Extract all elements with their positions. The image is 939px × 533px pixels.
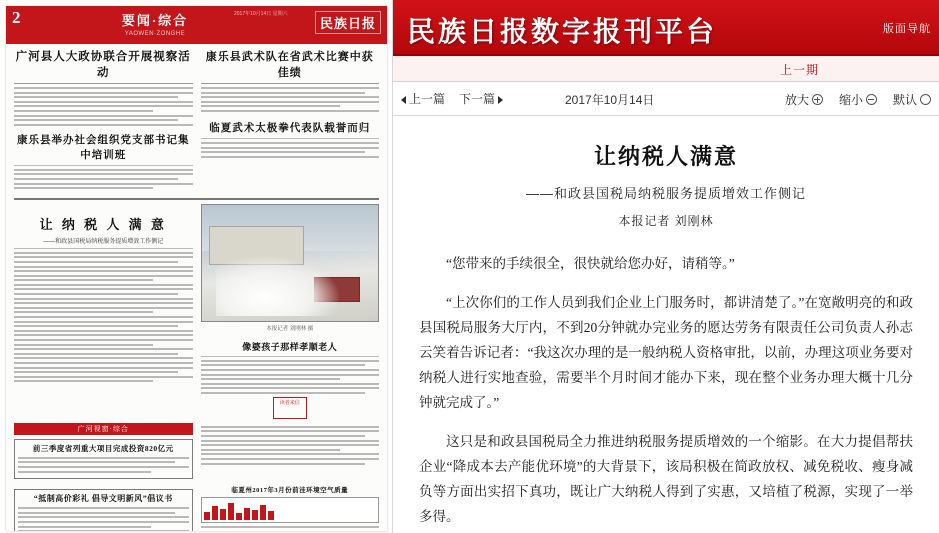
headline-10[interactable]: 临夏州2017年3月份前洼环境空气质量 xyxy=(231,487,349,495)
newspaper-body xyxy=(6,44,387,531)
triangle-right-icon xyxy=(498,96,503,104)
triangle-left-icon xyxy=(401,96,406,104)
newspaper-page-pane[interactable] xyxy=(0,0,393,533)
plus-circle-icon xyxy=(812,94,823,105)
headline-8[interactable]: 前三季度省列重大项目完成投资820亿元 xyxy=(32,443,174,453)
issue-date: 2017年10月14日 xyxy=(565,93,655,107)
top-headline-row xyxy=(14,48,379,192)
bottom-right-column xyxy=(201,485,380,531)
newspaper-sheet[interactable] xyxy=(6,6,387,531)
next-article-button[interactable] xyxy=(459,90,503,107)
prev-issue-link[interactable]: 上一期 xyxy=(779,63,819,77)
divider xyxy=(201,138,380,139)
body-text-block xyxy=(18,457,189,473)
zoom-default-label: 默认 xyxy=(892,93,917,107)
zoom-in-button[interactable] xyxy=(785,91,823,108)
divider xyxy=(14,165,193,166)
section-header xyxy=(80,10,230,37)
issue-subbar xyxy=(393,56,939,82)
lower-row xyxy=(14,423,379,479)
section-pinyin: YAOWEN·ZONGHE xyxy=(124,31,186,37)
site-header xyxy=(393,0,939,56)
zoom-out-label: 缩小 xyxy=(838,93,863,107)
feature-headline[interactable]: 让 纳 税 人 满 意 xyxy=(39,216,167,232)
notice-box[interactable] xyxy=(14,489,193,531)
page-nav-link[interactable]: 版面导航 xyxy=(883,23,931,35)
divider xyxy=(14,83,193,84)
body-text-block xyxy=(18,507,189,531)
headline-1[interactable]: 广河县人大政协联合开展视察活动 xyxy=(15,51,191,79)
divider xyxy=(201,356,380,357)
feature-subheadline: ——和政县国税局纳税服务提质增效工作侧记 xyxy=(43,238,164,245)
lower-left-column xyxy=(14,423,193,479)
section-title: 要闻·综合 xyxy=(121,13,189,28)
news-photo[interactable] xyxy=(201,204,380,322)
divider xyxy=(201,83,380,84)
body-text-block xyxy=(14,252,193,383)
photo-caption: 本报记者 刘刚林 摄 xyxy=(266,325,314,332)
headline-4[interactable]: 临夏武术太极拳代表队载誉而归 xyxy=(209,122,371,134)
lower-right-column xyxy=(201,423,380,479)
headline-7[interactable]: 像婆孩子那样孝顺老人 xyxy=(242,341,338,352)
bottom-row xyxy=(14,485,379,531)
zoom-default-button[interactable] xyxy=(893,91,931,108)
zoom-controls xyxy=(785,91,931,108)
article-content xyxy=(393,116,939,533)
newspaper-masthead xyxy=(6,6,387,44)
air-quality-chart xyxy=(201,497,380,523)
body-text-block xyxy=(201,87,380,112)
column-left-top xyxy=(14,48,193,192)
prev-article-button[interactable] xyxy=(401,90,445,107)
reader-pane xyxy=(393,0,939,533)
headline-2[interactable]: 康乐县武术队在省武术比赛中获佳绩 xyxy=(205,51,374,79)
masthead-logo: 民族日报 xyxy=(315,11,381,34)
headline-3[interactable]: 康乐县举办社会组织党支部书记集中培训班 xyxy=(17,134,190,161)
boxed-article[interactable] xyxy=(14,439,193,479)
article-paragraph: 这只是和政县国税局全力推进纳税服务提质增效的一个缩影。在大力提倡帮扶企业“降成本去产能优环境”的大背景下，该局积极在简政放权、减免税收、瘦身减负等方面出实招下真功，既让广大纳税人得到了实惠，又培植了税源，实现了一举多得。 xyxy=(419,434,913,524)
circle-icon xyxy=(920,94,931,105)
next-article-label: 下一篇 xyxy=(459,92,496,106)
section-band: 广河视窗·综合 xyxy=(14,423,193,435)
minus-circle-icon xyxy=(866,94,877,105)
divider xyxy=(14,198,379,200)
prev-article-label: 上一篇 xyxy=(409,92,446,106)
reader-letter-seal: 读者来信 xyxy=(273,397,307,419)
feature-row xyxy=(14,204,379,419)
article-toolbar xyxy=(393,82,939,116)
article-nav-group xyxy=(401,90,503,107)
divider xyxy=(14,248,193,249)
page-number: 2 xyxy=(12,8,21,27)
zoom-out-button[interactable] xyxy=(839,91,877,108)
body-text-block xyxy=(201,426,380,465)
body-text-block xyxy=(201,526,380,531)
zoom-in-label: 放大 xyxy=(784,93,809,107)
article-subtitle: ——和政县国税局纳税服务提质增效工作侧记 xyxy=(525,186,806,201)
issue-line: 2017年10月14日 星期六 xyxy=(234,11,288,17)
article-paragraph: “您带来的手续很全，很快就给您办好，请稍等。” xyxy=(446,256,735,271)
article-body xyxy=(419,251,913,529)
feature-text-column xyxy=(14,204,193,419)
article-title: 让纳税人满意 xyxy=(593,144,738,169)
article-paragraph: “上次你们的工作人员到我们企业上门服务时，都讲清楚了。”在宽敞明亮的和政县国税局服务大厅内，不到20分钟就办完业务的愿达劳务有限责任公司负责人孙志云笑着告诉记者：“我这次办理的是一般纳税人资格审批，以前，办理这项业务要对纳税人进行实地查验，需要半个月时间才能办下来，现在整个业务办理大概十几分钟就完成了。” xyxy=(419,295,913,410)
bottom-left-column xyxy=(14,485,193,531)
feature-photo-column xyxy=(201,204,380,419)
body-text-block xyxy=(14,87,193,126)
article-byline: 本报记者 刘刚林 xyxy=(618,214,714,228)
body-text-block xyxy=(201,360,380,394)
body-text-block xyxy=(14,169,193,189)
site-title: 民族日报数字报刊平台 xyxy=(407,17,718,48)
column-right-top xyxy=(201,48,380,192)
body-text-block xyxy=(201,142,380,158)
headline-9[interactable]: “抵制高价彩礼 倡导文明新风”倡议书 xyxy=(33,494,173,504)
